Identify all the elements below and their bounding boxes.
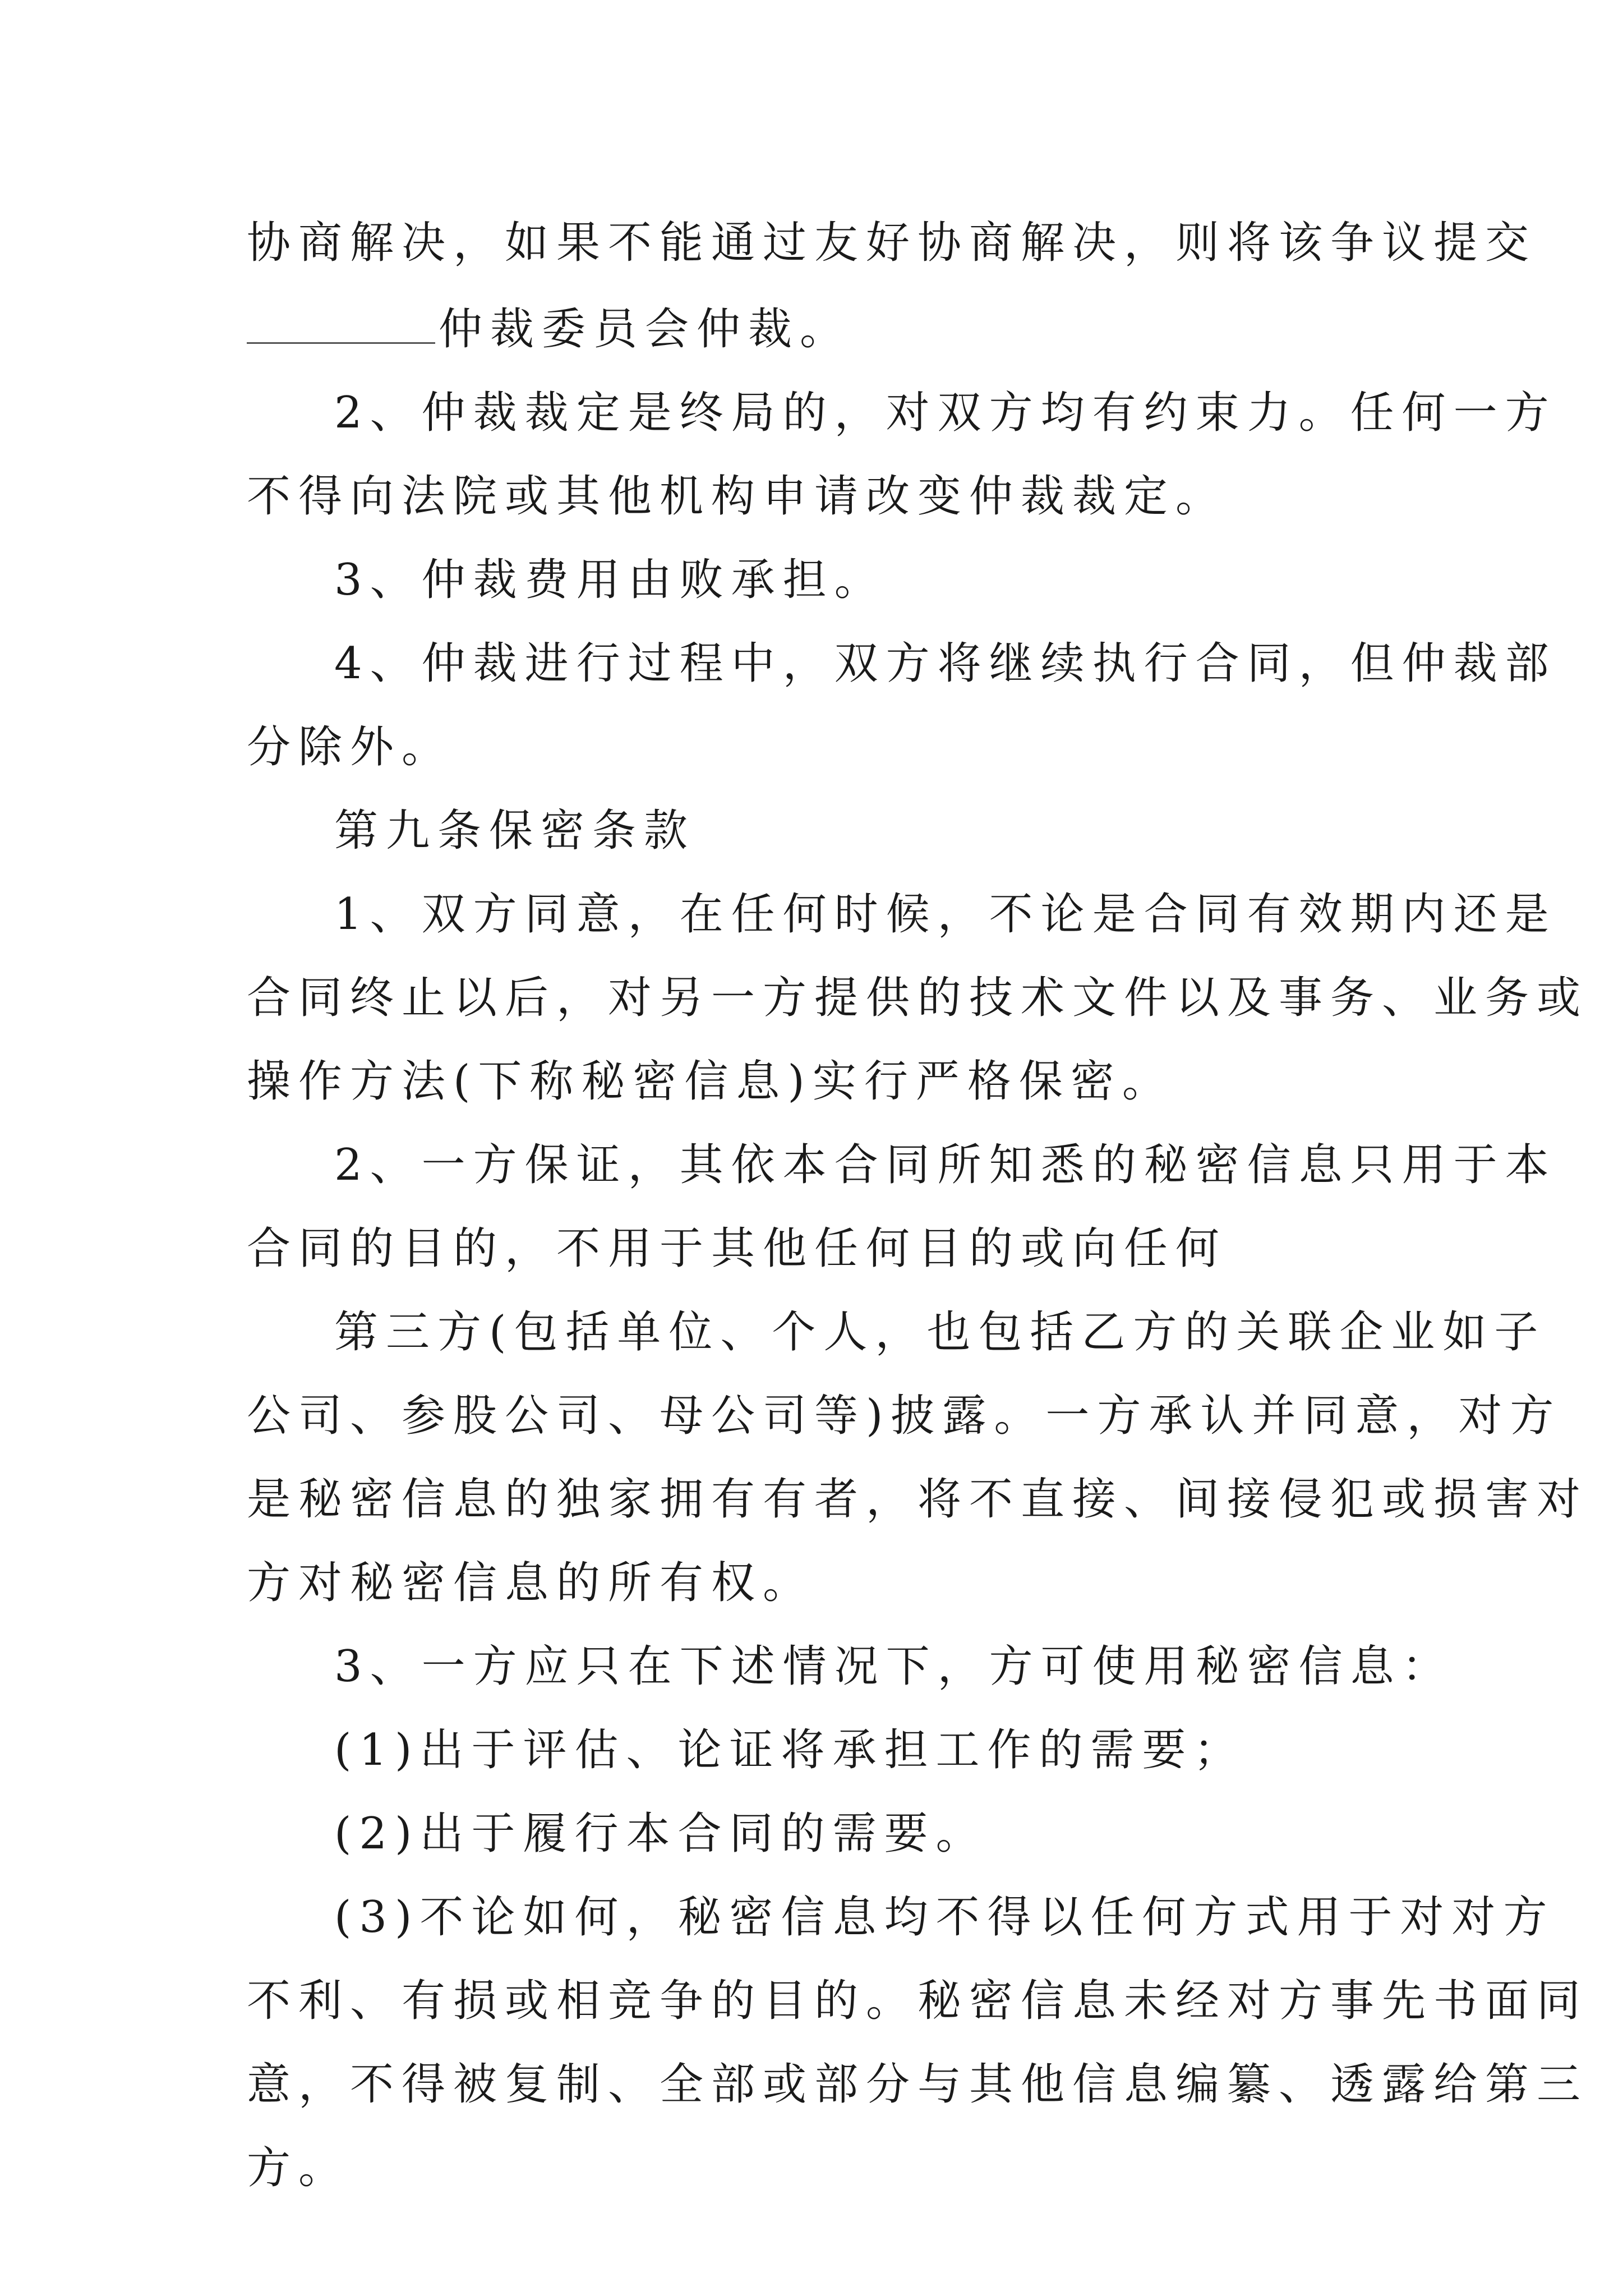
confidentiality-sub2: (2)出于履行本合同的需要。 xyxy=(334,1809,988,1859)
fill-in-blank[interactable] xyxy=(247,288,435,344)
confidentiality-sub3-line1: (3)不论如何，秘密信息均不得以任何方式用于对对方 xyxy=(334,1892,1555,1943)
confidentiality-item2-line2: 合同的目的，不用于其他任何目的或向任何 xyxy=(247,1223,1228,1274)
confidentiality-item1-line1: 1、双方同意，在任何时候，不论是合同有效期内还是 xyxy=(334,889,1557,940)
confidentiality-item1-line2: 合同终止以后，对另一方提供的技术文件以及事务、业务或 xyxy=(247,973,1589,1023)
third-party-line3: 是秘密信息的独家拥有有者，将不直接、间接侵犯或损害对 xyxy=(247,1474,1589,1525)
confidentiality-sub3-line3: 意，不得被复制、全部或部分与其他信息编纂、透露给第三 xyxy=(247,2059,1589,2110)
confidentiality-item2-line1: 2、一方保证，其依本合同所知悉的秘密信息只用于本 xyxy=(334,1140,1557,1190)
confidentiality-sub3-line2: 不利、有损或相竞争的目的。秘密信息未经对方事先书面同 xyxy=(247,1976,1589,2026)
third-party-line1: 第三方(包括单位、个人，也包括乙方的关联企业如子 xyxy=(334,1307,1546,1358)
confidentiality-item1-line3: 操作方法(下称秘密信息)实行严格保密。 xyxy=(247,1056,1174,1107)
arbitration-item2-line1: 2、仲裁裁定是终局的，对双方均有约束力。任何一方 xyxy=(334,388,1557,438)
arbitration-item2-line2: 不得向法院或其他机构申请改变仲裁裁定。 xyxy=(247,471,1228,522)
arbitration-intro-line1: 协商解决，如果不能通过友好协商解决，则将该争议提交 xyxy=(247,218,1537,268)
arbitration-intro-line2 xyxy=(247,288,1391,368)
confidentiality-item3: 3、一方应只在下述情况下，方可使用秘密信息： xyxy=(334,1641,1454,1692)
arbitration-item4-line1: 4、仲裁进行过程中，双方将继续执行合同，但仲裁部 xyxy=(334,638,1557,689)
confidentiality-sub3-line4: 方。 xyxy=(247,2143,351,2193)
arbitration-intro-suffix: 仲裁委员会仲裁。 xyxy=(439,304,852,355)
arbitration-item4-line2: 分除外。 xyxy=(247,722,454,772)
third-party-line2: 公司、参股公司、母公司等)披露。一方承认并同意，对方 xyxy=(247,1391,1562,1441)
confidentiality-heading: 第九条保密条款 xyxy=(334,806,696,856)
third-party-line4: 方对秘密信息的所有权。 xyxy=(247,1558,815,1608)
arbitration-item3: 3、仲裁费用由败承担。 xyxy=(334,555,886,605)
confidentiality-sub1: (1)出于评估、论证将承担工作的需要； xyxy=(334,1725,1246,1775)
document-page xyxy=(247,205,1589,2214)
